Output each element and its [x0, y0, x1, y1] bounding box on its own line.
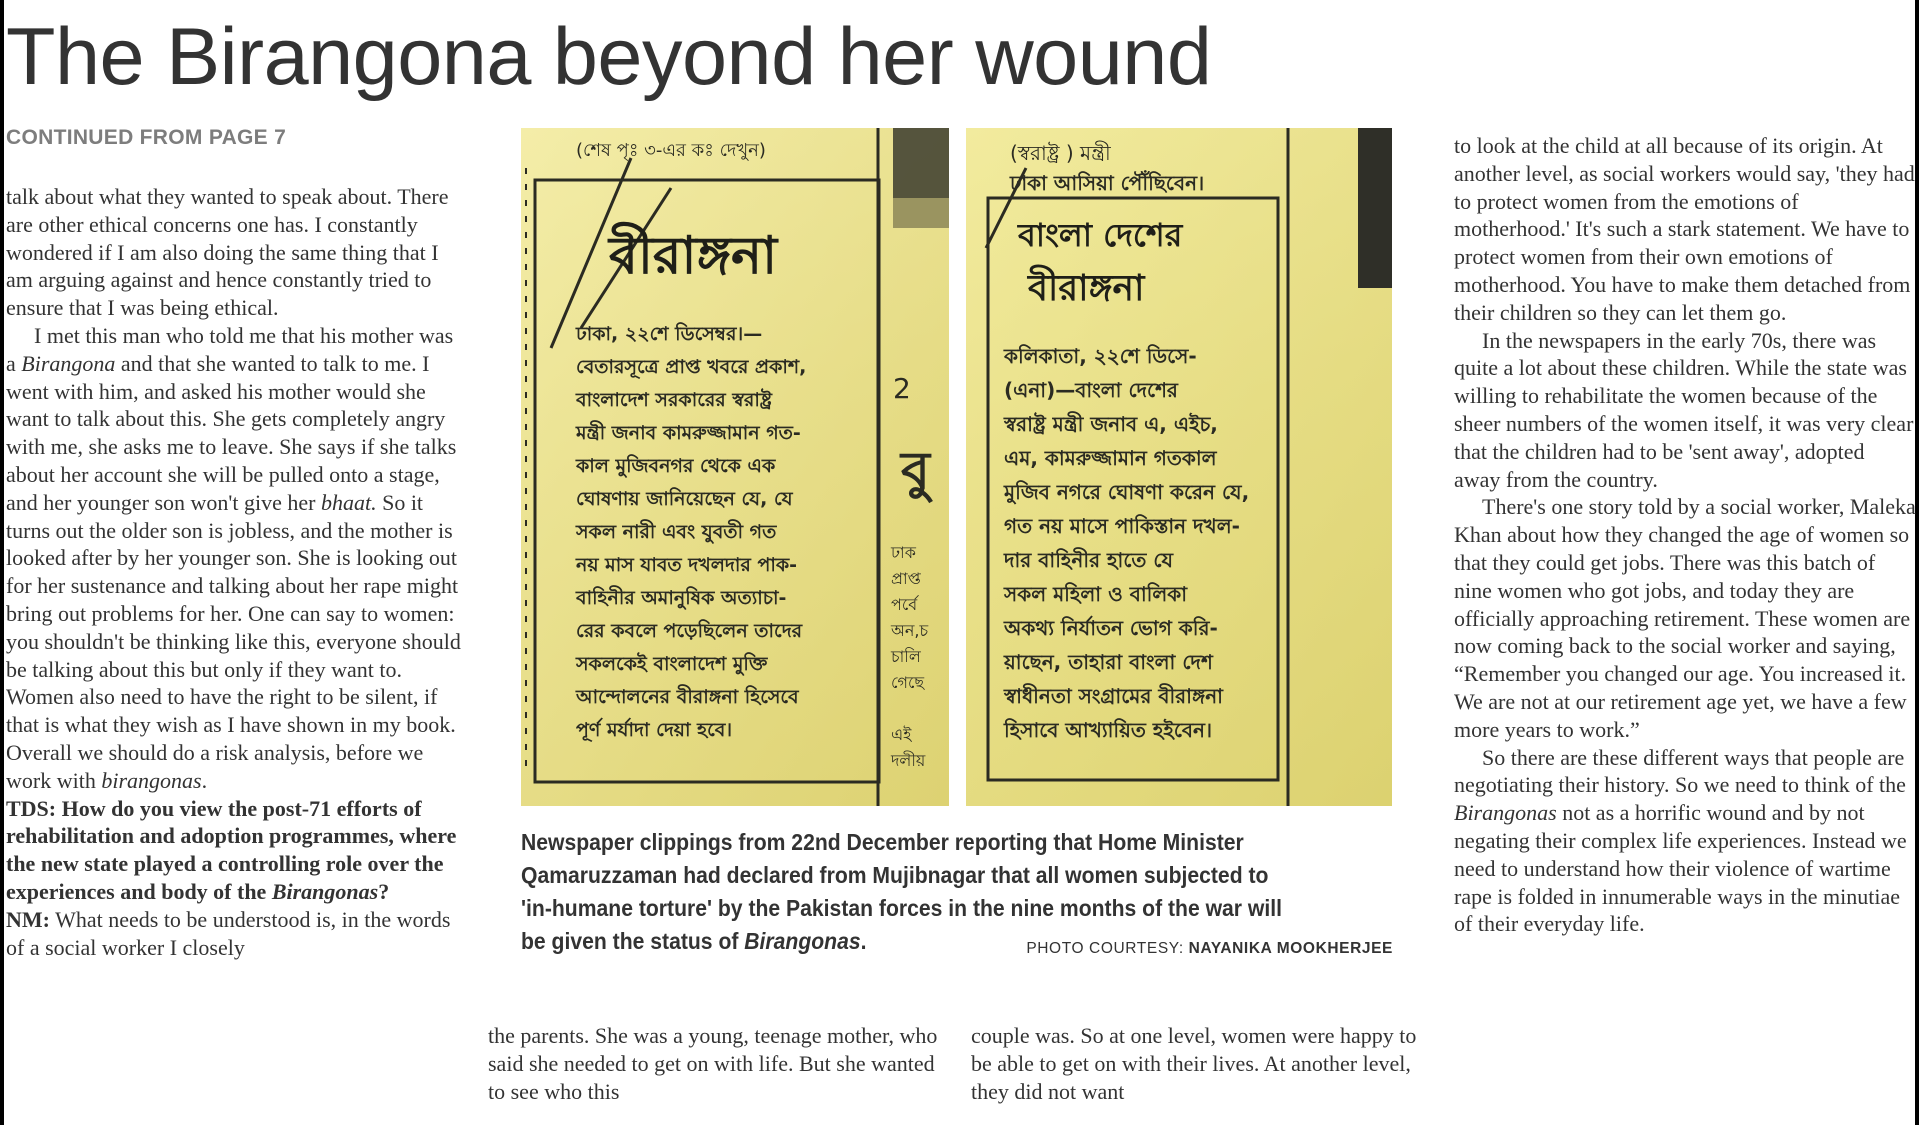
clipping-line: মুজিব নগরে ঘোষণা করেন যে, — [1004, 480, 1250, 504]
text: So it turns out the older son is jobless, and the mother is looked after by her younger son. She is looking out for her sustenance and talking about her rape might bring out problems for her. One can say to women: you shouldn't be thinking like this, everyone should be talking about this but only if they want to. Women also need to have the right to be silent, if that is what they wish as I have shown in my book. Overall we should do a risk analysis, before we work with — [6, 489, 461, 793]
clipping-1-graphic — [521, 128, 949, 806]
clipping-line: সকলকেই বাংলাদেশ মুক্তি — [576, 653, 768, 675]
italic-term: Birangonas — [1454, 800, 1557, 826]
svg-text:চালি: চালি — [891, 647, 921, 666]
text: So there are these different ways that people are negotiating their history. So we need to think of the — [1454, 744, 1906, 798]
clipping-line: দার বাহিনীর হাতে যে — [1004, 548, 1174, 572]
newspaper-clipping-1 — [521, 128, 949, 806]
svg-text:বু: বু — [901, 441, 930, 501]
clipping-line: কাল মুজিবনগর থেকে এক — [576, 455, 776, 477]
paragraph: There's one story told by a social worker, Maleka Khan about how they changed the age of women so that they could get jobs. There was this batch of nine women who got jobs, and today they are officially approaching retirement. These women are now coming back to the social worker and saying, “Remember you changed our age. You increased it. We are not at our retirement age yet, we have a few more years to work.” — [1454, 494, 1916, 742]
speaker-label: NM: — [6, 906, 50, 932]
text: and that she wanted to talk to me. I went with him, and asked his mother would she want to talk about this. She gets completely angry with me, she asks me to leave. She says if she talks about her account she will be pulled onto a stage, and her younger son won't give her — [6, 350, 457, 515]
clipping-2-title-2: বীরাঙ্গনা — [1028, 268, 1145, 309]
paragraph: couple was. So at one level, women were happy to be able to get on with their lives. At another level, they did not want — [971, 1023, 1417, 1104]
clipping-line: (এনা)—বাংলা দেশের — [1004, 378, 1178, 402]
paragraph: the parents. She was a young, teenage mother, who said she needed to get on with life. But she wanted to see who this — [488, 1023, 938, 1104]
clipping-line: হিসাবে আখ্যায়িত হইবেন। — [1004, 718, 1213, 742]
clipping-1-note: (শেষ পৃঃ ৩-এর কঃ দেখুন) — [576, 140, 766, 161]
italic-term: Birangonas — [744, 928, 861, 954]
credit-name: NAYANIKA MOOKHERJEE — [1188, 940, 1393, 957]
article-column-1 — [6, 183, 466, 961]
clipping-line: এম, কামরুজ্জামান গতকাল — [1004, 446, 1217, 470]
clipping-2-title-1: বাংলা দেশের — [1018, 216, 1183, 254]
clipping-line: স্বরাষ্ট্র মন্ত্রী জনাব এ, এইচ, — [1004, 412, 1218, 436]
svg-text:ঢাক: ঢাক — [891, 543, 916, 562]
clipping-line: মন্ত্রী জনাব কামরুজ্জামান গত- — [576, 422, 801, 444]
article-column-2 — [488, 1022, 938, 1105]
text: . — [860, 928, 867, 954]
credit-label: PHOTO COURTESY: — [1026, 940, 1189, 957]
clipping-line: গত নয় মাসে পাকিস্তান দখল- — [1004, 514, 1240, 538]
svg-text:2: 2 — [893, 372, 911, 405]
text: What needs to be understood is, in the words of a social worker I closely — [6, 906, 451, 960]
italic-term: bhaat. — [320, 489, 377, 515]
svg-text:পর্বে: পর্বে — [891, 595, 918, 614]
clipping-line: স্বাধীনতা সংগ্রামের বীরাঙ্গনা — [1004, 684, 1223, 708]
clipping-line: নয় মাস যাবত দখলদার পাক- — [576, 554, 798, 576]
clipping-line: ঘোষণায় জানিয়েছেন যে, যে — [576, 488, 793, 510]
newspaper-clipping-2 — [966, 128, 1392, 806]
clipping-line: বেতারসূত্রে প্রাপ্ত খবরে প্রকাশ, — [576, 356, 807, 378]
clipping-line: সকল নারী এবং যুবতী গত — [576, 521, 777, 543]
text: not as a horrific wound and by not negating their complex life experiences. Instead we need to understand how their violence of wartime rape is folded in innumerable ways in the minutiae of their everyday life. — [1454, 800, 1907, 937]
svg-text:এই: এই — [891, 725, 912, 744]
svg-text:প্রাপ্ত: প্রাপ্ত — [891, 569, 921, 588]
italic-term: Birangonas — [271, 878, 379, 904]
text: . — [201, 767, 208, 793]
text: ? — [378, 878, 390, 904]
svg-text:দলীয়: দলীয় — [891, 751, 926, 770]
clipping-line: অকথ্য নির্যাতন ভোগ করি- — [1004, 616, 1218, 640]
clipping-line: পূর্ণ মর্যাদা দেয়া হবে। — [576, 719, 733, 741]
clipping-2-note-2: ঢাকা আসিয়া পৌঁছিবেন। — [1010, 171, 1205, 195]
clipping-line: কলিকাতা, ২২শে ডিসে- — [1004, 344, 1197, 368]
svg-text:অন,চ: অন,চ — [891, 621, 929, 640]
clipping-line: বাংলাদেশ সরকারের স্বরাষ্ট্র — [576, 389, 772, 411]
italic-term: birangonas — [101, 767, 202, 793]
clipping-2-graphic — [966, 128, 1392, 806]
photo-credit — [1026, 940, 1393, 958]
clipping-line: বাহিনীর অমানুষিক অত্যাচা- — [576, 587, 787, 609]
paragraph: In the newspapers in the early 70s, there was quite a lot about these children. While the state was willing to rehabilitate the women because of the sheer numbers of the women itself, it was very clear that the children had to be 'sent away', adopted away from the country. — [1454, 327, 1914, 492]
clipping-line: আন্দোলনের বীরাঙ্গনা হিসেবে — [576, 686, 799, 708]
paragraph: to look at the child at all because of its origin. At another level, as social workers would say, 'they had to protect women from the emotions of motherhood.' It's such a stark statement. We have to protect women from their own emotions of motherhood. You have to make them detached from their children so they can let them go. — [1454, 133, 1915, 325]
interview-answer — [6, 906, 466, 962]
italic-term: Birangona — [21, 350, 116, 376]
photo-caption — [521, 826, 1304, 958]
interview-question — [6, 795, 466, 906]
clipping-line: রের কবলে পড়েছিলেন তাদের — [576, 620, 803, 642]
svg-text:গেছে: গেছে — [891, 673, 925, 692]
clipping-line: য়াছেন, তাহারা বাংলা দেশ — [1004, 650, 1213, 674]
text: Newspaper clippings from 22nd December reporting that Home Minister Qamaruzzaman had declared from Mujibnagar that all women subjected to 'in-humane torture' by the Pakistan forces in the nine months of the war will be given the status of — [521, 829, 1282, 954]
paragraph — [6, 322, 466, 795]
clipping-1-title: বীরাঙ্গনা — [609, 226, 778, 286]
article-column-3 — [971, 1022, 1421, 1105]
paragraph: talk about what they wanted to speak about. There are other ethical concerns one has. I constantly wondered if I am also doing the same thing that I am arguing against and hence constantly tried to ensure that I was being ethical. — [6, 184, 449, 321]
clipping-line: সকল মহিলা ও বালিকা — [1004, 582, 1188, 606]
text: TDS: How do you view the post-71 efforts of rehabilitation and adoption programmes, where the new state played a controlling role over the experiences and body of the — [6, 795, 457, 904]
clipping-2-note: (স্বরাষ্ট্র ) মন্ত্রী — [1010, 141, 1111, 165]
paragraph — [1454, 744, 1916, 939]
continued-from-label: CONTINUED FROM PAGE 7 — [6, 126, 287, 149]
text: I met this man who told me that his mother was a — [6, 322, 454, 376]
clipping-line: ঢাকা, ২২শে ডিসেম্বর।— — [576, 323, 763, 345]
page-edge-left — [0, 0, 4, 1125]
headline: The Birangona beyond her wound — [6, 12, 1212, 102]
article-column-4 — [1454, 132, 1916, 938]
